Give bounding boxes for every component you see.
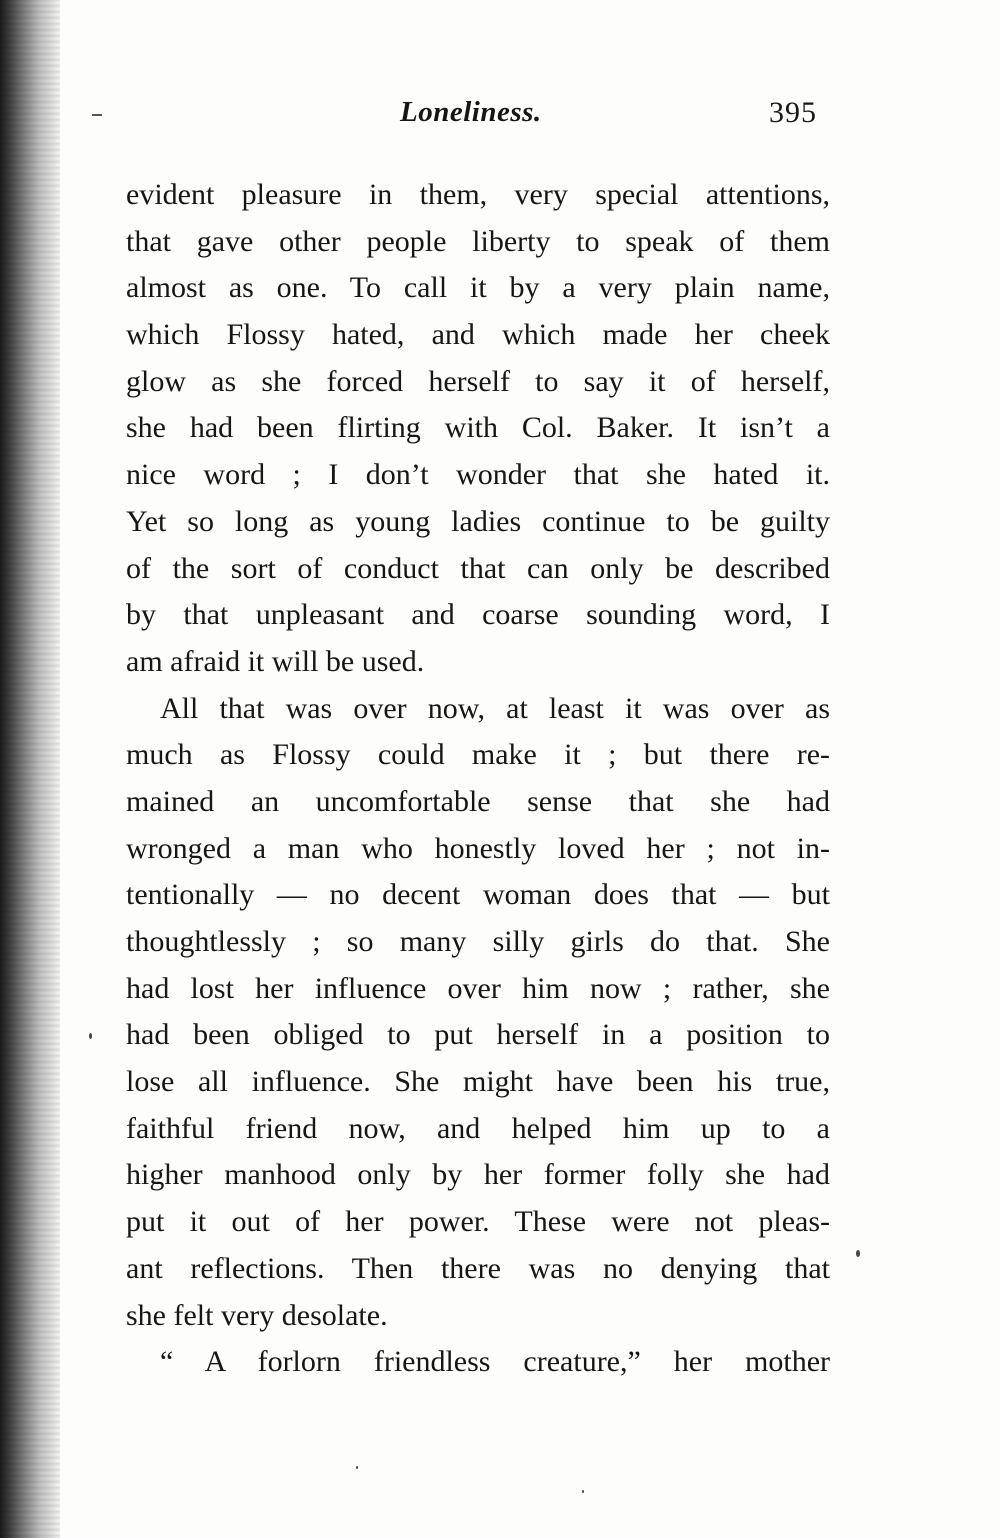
text-line: am afraid it will be used. xyxy=(126,644,425,678)
text-line: wronged a man who honestly loved her ; not in- xyxy=(126,831,830,865)
text-line: she had been flirting with Col. Baker. It isn’t a xyxy=(126,411,830,445)
text-line: by that unpleasant and coarse sounding word, I xyxy=(126,598,830,632)
text-line: put it out of her power. These were not pleas- xyxy=(126,1205,830,1239)
text-line: tentionally — no decent woman does that — but xyxy=(126,878,830,912)
scan-speck xyxy=(582,1490,584,1493)
text-line: All that was over now, at least it was over as xyxy=(160,691,830,725)
text-line: higher manhood only by her former folly she had xyxy=(126,1158,830,1192)
scan-speck xyxy=(356,1466,358,1469)
text-line: faithful friend now, and helped him up to a xyxy=(126,1111,830,1145)
text-line: which Flossy hated, and which made her cheek xyxy=(126,318,830,352)
text-line: mained an uncomfortable sense that she had xyxy=(126,784,830,818)
scan-gutter-shadow xyxy=(0,0,60,1538)
text-line: had lost her influence over him now ; rather, she xyxy=(126,971,830,1005)
text-line: of the sort of conduct that can only be described xyxy=(126,551,830,585)
header-dash-mark xyxy=(92,114,102,116)
text-line: ant reflections. Then there was no denying that xyxy=(126,1251,830,1285)
running-title: Loneliness. xyxy=(400,96,542,128)
page-header xyxy=(0,90,1000,140)
text-line: much as Flossy could make it ; but there re- xyxy=(126,738,830,772)
body-text xyxy=(126,172,830,1386)
text-line: almost as one. To call it by a very plain name, xyxy=(126,271,830,305)
text-line: nice word ; I don’t wonder that she hated it. xyxy=(126,458,830,492)
text-line: she felt very desolate. xyxy=(126,1298,388,1332)
text-line: had been obliged to put herself in a position to xyxy=(126,1018,830,1052)
text-line: lose all influence. She might have been his true, xyxy=(126,1065,830,1099)
page-number: 395 xyxy=(769,96,817,129)
scan-speck xyxy=(856,1250,860,1257)
text-line: “ A forlorn friendless creature,” her mother xyxy=(160,1345,830,1379)
text-line: evident pleasure in them, very special attentions, xyxy=(126,178,830,211)
text-line: Yet so long as young ladies continue to be guilty xyxy=(126,504,830,538)
text-line: that gave other people liberty to speak of them xyxy=(126,224,830,258)
scan-speck xyxy=(89,1033,92,1039)
text-line: glow as she forced herself to say it of herself, xyxy=(126,364,830,398)
text-line: thoughtlessly ; so many silly girls do that. She xyxy=(126,925,830,958)
